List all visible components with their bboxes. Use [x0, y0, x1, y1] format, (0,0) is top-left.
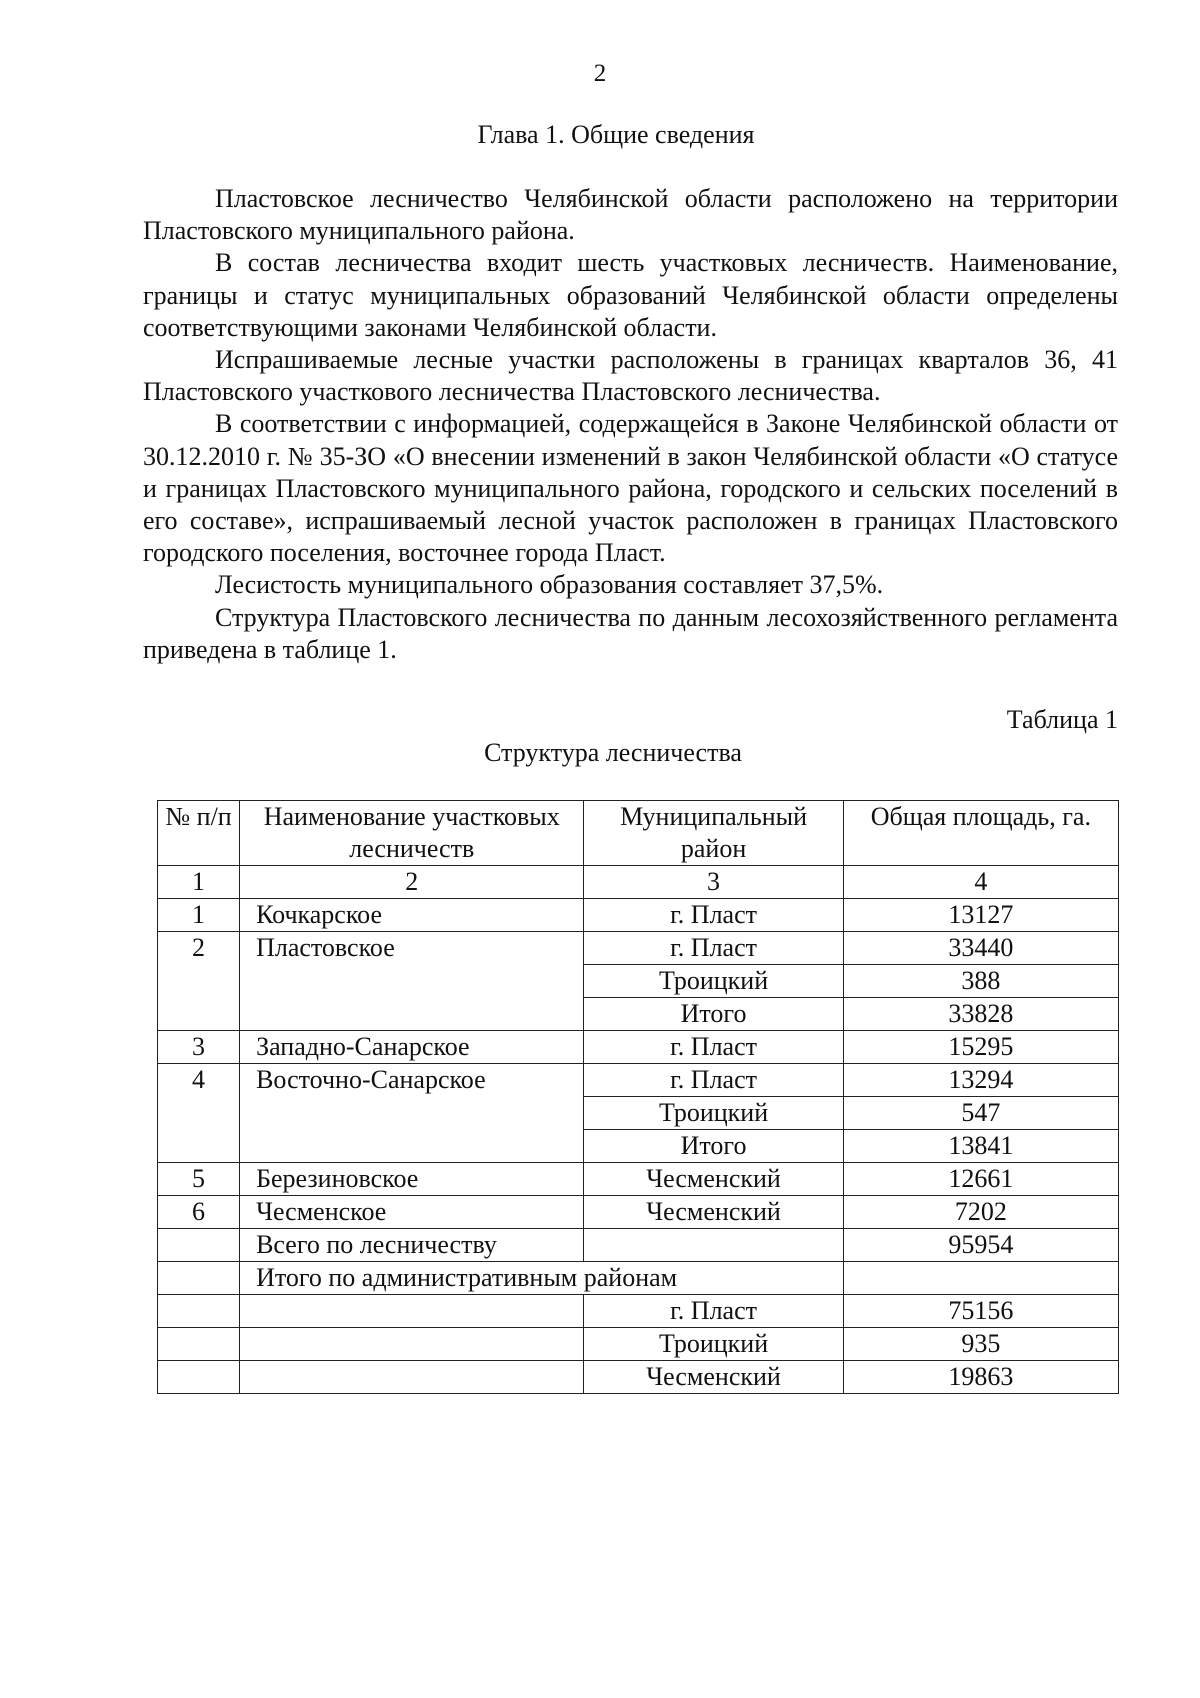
table-cell: г. Пласт: [584, 1064, 843, 1097]
table-cell: 13294: [843, 1064, 1118, 1097]
table-cell: 15295: [843, 1031, 1118, 1064]
table-row: [158, 1031, 1119, 1064]
table-cell: Троицкий: [584, 965, 843, 998]
table-cell: [158, 1361, 240, 1394]
table-cell: [158, 1328, 240, 1361]
table-cell: г. Пласт: [584, 1295, 843, 1328]
table-cell: 6: [158, 1196, 240, 1229]
header-cell: Наименование участковых лесничеств: [240, 801, 584, 866]
table-row: [158, 899, 1119, 932]
table-cell: 5: [158, 1163, 240, 1196]
body-text: [143, 183, 1118, 666]
table-cell: [158, 1262, 240, 1295]
table-cell: 2: [240, 866, 584, 899]
header-cell: Общая площадь, га.: [843, 801, 1118, 866]
table-row: [158, 1328, 1119, 1361]
table-cell: [158, 1229, 240, 1262]
table-cell: 95954: [843, 1229, 1118, 1262]
table-cell: Итого: [584, 998, 843, 1031]
header-cell: Муниципальный район: [584, 801, 843, 866]
table-cell: 3: [584, 866, 843, 899]
table-cell: [240, 1295, 584, 1328]
table-cell: 33828: [843, 998, 1118, 1031]
table-cell: [584, 1229, 843, 1262]
table-cell: Итого по административным районам: [240, 1262, 844, 1295]
table-cell: 547: [843, 1097, 1118, 1130]
table-cell: Западно-Санарское: [240, 1031, 584, 1064]
table-cell: 388: [843, 965, 1118, 998]
table-cell: [240, 1361, 584, 1394]
paragraph: В соответствии с информацией, содержащейся в Законе Челябинской области от 30.12.2010 г. № 35-ЗО «О внесении изменений в закон Челябинской области «О статусе и границах Пластовского муниципального района, городского и сельских поселений в его составе», испрашиваемый лесной участок расположен в границах Пластовского городского поселения, восточнее города Пласт.: [143, 409, 1118, 568]
table-cell: Троицкий: [584, 1097, 843, 1130]
header-cell: № п/п: [158, 801, 240, 866]
paragraph: Структура Пластовского лесничества по данным лесохозяйственного регламента приведена в таблице 1.: [143, 602, 1118, 664]
table-cell: 13841: [843, 1130, 1118, 1163]
paragraph: Пластовское лесничество Челябинской области расположено на территории Пластовского муниципального района.: [143, 184, 1118, 246]
table-cell: Чесменское: [240, 1196, 584, 1229]
table-cell: 2: [158, 932, 240, 1031]
table-cell: 12661: [843, 1163, 1118, 1196]
table-cell: 1: [158, 899, 240, 932]
table-cell: Чесменский: [584, 1361, 843, 1394]
paragraph: Испрашиваемые лесные участки расположены в границах кварталов 36, 41 Пластовского участкового лесничества Пластовского лесничества.: [143, 345, 1118, 407]
table-cell: 1: [158, 866, 240, 899]
table-header-row: [158, 801, 1119, 866]
admin-title-row: [158, 1262, 1119, 1295]
table-title: Структура лесничества: [484, 738, 742, 767]
chapter-heading: Глава 1. Общие сведения: [477, 120, 755, 149]
forestry-structure-table: [157, 800, 1119, 1394]
table-cell: [240, 1328, 584, 1361]
table-cell: 4: [843, 866, 1118, 899]
table-cell: Чесменский: [584, 1163, 843, 1196]
total-row: [158, 1229, 1119, 1262]
table-cell: 4: [158, 1064, 240, 1163]
table-cell: Кочкарское: [240, 899, 584, 932]
table-label: Таблица 1: [1006, 705, 1118, 734]
table-cell: [158, 1295, 240, 1328]
table-cell: [843, 1262, 1118, 1295]
table-cell: г. Пласт: [584, 932, 843, 965]
table-row: [158, 1163, 1119, 1196]
table-cell: 19863: [843, 1361, 1118, 1394]
table-row: [158, 1295, 1119, 1328]
page-number: 2: [593, 60, 607, 87]
table-cell: Восточно-Санарское: [240, 1064, 584, 1163]
table-cell: 3: [158, 1031, 240, 1064]
table-cell: 75156: [843, 1295, 1118, 1328]
table-cell: Березиновское: [240, 1163, 584, 1196]
paragraph: Лесистость муниципального образования составляет 37,5%.: [215, 570, 884, 600]
table-row: [158, 1064, 1119, 1097]
table-cell: 935: [843, 1328, 1118, 1361]
table-row: [158, 932, 1119, 965]
table-cell: Итого: [584, 1130, 843, 1163]
table-row: [158, 1361, 1119, 1394]
table-cell: 7202: [843, 1196, 1118, 1229]
table-row: [158, 1196, 1119, 1229]
column-number-row: [158, 866, 1119, 899]
table-cell: Троицкий: [584, 1328, 843, 1361]
table-cell: г. Пласт: [584, 1031, 843, 1064]
table-cell: г. Пласт: [584, 899, 843, 932]
table-cell: 13127: [843, 899, 1118, 932]
table-cell: Пластовское: [240, 932, 584, 1031]
table-cell: Всего по лесничеству: [240, 1229, 584, 1262]
table-cell: Чесменский: [584, 1196, 843, 1229]
paragraph: В состав лесничества входит шесть участковых лесничеств. Наименование, границы и статус муниципальных образований Челябинской области определены соответствующими законами Челябинской области.: [143, 248, 1118, 342]
table-cell: 33440: [843, 932, 1118, 965]
